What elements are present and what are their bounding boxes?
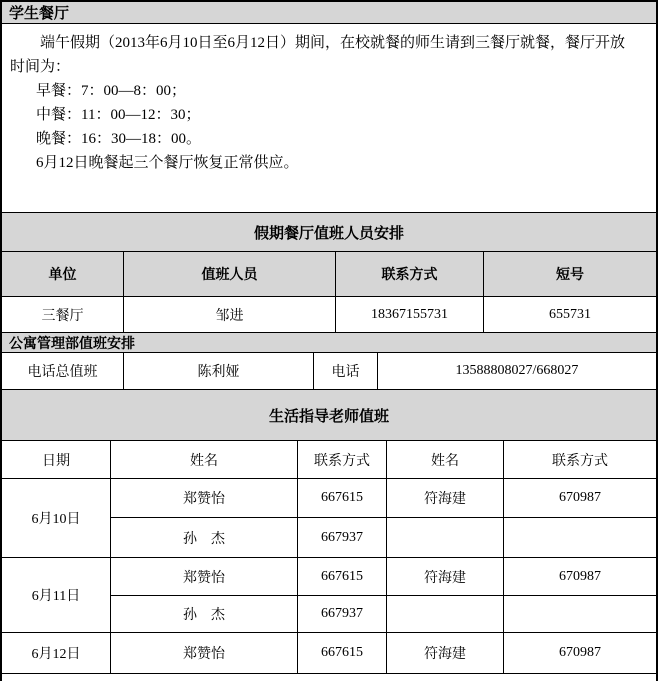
name-cell — [386, 596, 503, 632]
contact-cell: 667937 — [297, 596, 386, 632]
contact-cell: 667615 — [297, 558, 386, 596]
short-number-cell: 655731 — [483, 297, 656, 332]
section-title-student-canteen — [2, 2, 656, 24]
band-dorm-duty-title — [2, 333, 656, 353]
contact-cell: 18367155731 — [335, 297, 483, 332]
name-cell: 符海建 — [386, 633, 503, 673]
contact-cell — [503, 596, 656, 632]
band-canteen-duty-text: 假期餐厅值班人员安排 — [253, 225, 404, 242]
band-dorm-duty-text: 公寓管理部值班安排 — [9, 336, 135, 352]
duty-group-jun12 — [2, 633, 656, 674]
date-cell: 6月10日 — [31, 512, 81, 527]
dorm-duty-phone-cell: 13588808027/668027 — [377, 353, 656, 389]
intro-paragraph — [2, 24, 656, 213]
unit-cell: 三餐厅 — [41, 308, 84, 324]
contact-cell: 670987 — [503, 558, 656, 596]
header-duty-person: 值班人员 — [123, 252, 335, 296]
name-cell: 郑赞怡 — [110, 633, 297, 673]
band-canteen-duty-title — [2, 213, 656, 252]
name-cell — [386, 518, 503, 557]
name-cell: 郑赞怡 — [110, 558, 297, 596]
dorm-duty-person-cell: 陈利娅 — [123, 353, 313, 389]
contact-cell: 670987 — [503, 479, 656, 518]
dinner-time-line: 晚餐：16：30—18：00。 — [36, 131, 202, 147]
lunch-time-line: 中餐：11：00—12：30； — [36, 107, 201, 123]
name-cell: 孙 杰 — [110, 518, 297, 557]
contact-cell: 667615 — [297, 479, 386, 518]
contact-cell: 670987 — [503, 633, 656, 673]
header-contact-1: 联系方式 — [297, 441, 386, 478]
breakfast-time-line: 早餐：7：00—8：00； — [36, 83, 187, 99]
name-cell: 郑赞怡 — [110, 479, 297, 518]
intro-line: 时间为： — [10, 59, 71, 75]
canteen-duty-data-row — [2, 297, 656, 333]
contact-cell: 667937 — [297, 518, 386, 557]
duty-group-jun11 — [2, 558, 656, 633]
header-unit: 单位 — [48, 268, 77, 283]
date-cell: 6月11日 — [31, 589, 81, 604]
intro-line: 端午假期（2013年6月10日至6月12日）期间，在校就餐的师生请到三餐厅就餐，餐厅开放 — [40, 35, 626, 51]
name-cell: 符海建 — [386, 479, 503, 518]
header-contact-2: 联系方式 — [503, 441, 656, 478]
band-life-guidance-text: 生活指导老师值班 — [268, 408, 389, 425]
header-short-number: 短号 — [483, 252, 656, 296]
cut-off-next-row — [2, 674, 656, 681]
dorm-duty-data-row — [2, 353, 656, 390]
dorm-duty-role-cell: 电话总值班 — [27, 365, 98, 380]
header-name-2: 姓名 — [386, 441, 503, 478]
contact-cell — [503, 518, 656, 557]
band-life-guidance-title — [2, 390, 656, 441]
name-cell: 孙 杰 — [110, 596, 297, 632]
header-name-1: 姓名 — [110, 441, 297, 478]
resume-service-line: 6月12日晚餐起三个餐厅恢复正常供应。 — [36, 155, 299, 171]
name-cell: 符海建 — [386, 558, 503, 596]
section-title-text: 学生餐厅 — [9, 6, 70, 22]
canteen-duty-header-row — [2, 252, 656, 297]
contact-cell: 667615 — [297, 633, 386, 673]
date-cell: 6月12日 — [31, 647, 81, 662]
header-date: 日期 — [42, 453, 70, 469]
dorm-duty-phone-label-cell: 电话 — [313, 353, 377, 389]
duty-person-cell: 邹进 — [123, 297, 335, 332]
header-contact: 联系方式 — [335, 252, 483, 296]
duty-group-jun10 — [2, 479, 656, 558]
life-guidance-header-row — [2, 441, 656, 479]
